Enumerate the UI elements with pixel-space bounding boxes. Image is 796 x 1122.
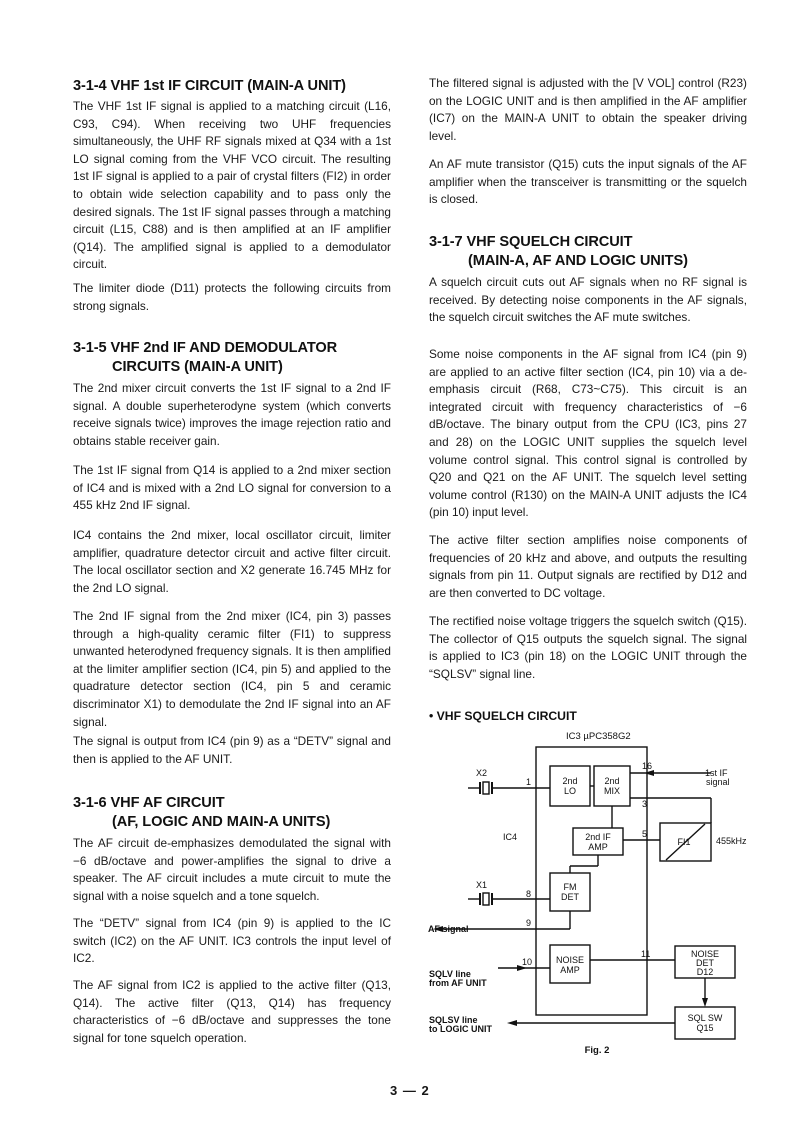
figure-caption: Fig. 2 (584, 1045, 610, 1056)
section-3-1-6-heading (73, 794, 330, 832)
second-if-amp-label-line-1: 2nd IF (585, 832, 611, 842)
section-3-1-5-heading (73, 339, 337, 377)
figure-heading: • VHF SQUELCH CIRCUIT (429, 709, 577, 723)
section-3-1-4-paragraph-1: The VHF 1st IF signal is applied to a matching circuit (L16, C93, C94). When receiving two UHF frequencies simultaneously, the UHF RF signals mixed at Q34 with a 1st LO signal coming from the VHF VCO circuit. The resulting 1st IF signal is applied to a pair of crystal filters (FI2) in order to obtain wide selection capability and to pass only the desired signals. The 1st IF signal passes through a matching circuit (L15, C88) and is then amplified at an IF amplifier (Q14). The amplified signal is applied to a demodulator circuit. (73, 99, 391, 272)
sql-sw-label-line-2: Q15 (696, 1023, 714, 1033)
sqlsv-line-label-line-2: to LOGIC UNIT (429, 1024, 492, 1034)
fm-det-label-line-2: DET (561, 892, 579, 902)
af-signal-label: AF signal (428, 924, 469, 934)
x2-label: X2 (476, 768, 488, 778)
chip-label: IC3 µPC358G2 (566, 731, 631, 742)
section-3-1-6-subtitle: (AF, LOGIC AND MAIN-A UNITS) (112, 814, 331, 830)
frequency-label: 455kHz (716, 836, 747, 846)
right-paragraph-filtered-signal: The filtered signal is adjusted with the [V VOL] control (R23) on the LOGIC UNIT and is then amplified in the AF amplifier (IC7) on the MAIN-A UNIT to obtain the speaker driving level. (429, 76, 747, 143)
sqlsv-line-label-line-1: SQLSV line (429, 1015, 478, 1025)
section-3-1-6-title: 3-1-6 VHF AF CIRCUIT (73, 795, 225, 811)
section-3-1-5-paragraph-5: The signal is output from IC4 (pin 9) as a “DETV” signal and then is applied to the AF UNIT. (73, 734, 391, 766)
pin-16-label: 16 (642, 761, 653, 771)
pin-10-label: 10 (522, 957, 533, 967)
section-3-1-7-paragraph-2: Some noise components in the AF signal from IC4 (pin 9) are applied to an active filter section (IC4, pin 10) via a de-emphasis circuit (R68, C73~C75). This circuit is an integrated circuit with frequency characteristics of −6 dB/octave. The binary output from the CPU (IC3, pins 27 and 28) on the LOGIC UNIT supplies the squelch level volume control signal. This control signal is controlled by Q20 and Q21 on the AF UNIT. The squelch level setting volume control (R130) on the MAIN-A UNIT adjusts the IC4 (pin 10) input level. (429, 347, 747, 520)
right-paragraph-af-mute: An AF mute transistor (Q15) cuts the input signals of the AF amplifier when the transceiver is transmitting or the squelch is closed. (429, 157, 747, 207)
page-number: 3 — 2 (390, 1083, 430, 1098)
second-mix-label-line-2: MIX (603, 786, 621, 796)
noise-det-label-line-1: NOISE (690, 949, 720, 959)
fi1-label: FI1 (677, 837, 691, 847)
section-3-1-5-subtitle: CIRCUITS (MAIN-A UNIT) (112, 359, 283, 375)
section-3-1-5-paragraph-3: IC4 contains the 2nd mixer, local oscillator circuit, limiter amplifier, quadrature detector circuit and active filter circuit. The local oscillator section and X2 generate 16.745 MHz for the 2nd LO signal. (73, 528, 391, 595)
second-if-amp-label-line-2: AMP (588, 842, 608, 852)
second-lo-label-line-1: 2nd (562, 776, 578, 786)
section-3-1-5-title: 3-1-5 VHF 2nd IF AND DEMODULATOR (73, 340, 338, 356)
x1-label: X1 (476, 880, 488, 890)
section-3-1-7-paragraph-4: The rectified noise voltage triggers the squelch switch (Q15). The collector of Q15 outputs the squelch signal. The signal is applied to IC3 (pin 18) on the LOGIC UNIT through the “SQLSV” signal line. (429, 614, 747, 681)
pin-1-label: 1 (526, 777, 532, 787)
section-3-1-7-title: 3-1-7 VHF SQUELCH CIRCUIT (429, 234, 633, 250)
noise-amp-label-line-1: NOISE (555, 955, 585, 965)
section-3-1-7-subtitle: (MAIN-A, AF AND LOGIC UNITS) (468, 253, 688, 269)
ic4-label: IC4 (503, 832, 518, 842)
section-3-1-6-paragraph-1: The AF circuit de-emphasizes demodulated the signal with −6 dB/octave and power-amplifies the signal to drive a speaker. The AF circuit includes a mute circuit to mute the signal with a noise squelch and a tone squelch. (73, 836, 391, 903)
section-3-1-7-paragraph-3: The active filter section amplifies noise components of frequencies of 20 kHz and above, and outputs the resulting signals from pin 11. Output signals are rectified by D12 and are then converted to DC voltage. (429, 533, 747, 600)
section-3-1-5-paragraph-1: The 2nd mixer circuit converts the 1st IF signal to a 2nd IF signal. A double superheterodyne system (which converts receive signals twice) improves the image rejection ratio and obtains stable receiver gain. (73, 381, 391, 448)
pin-5-label: 5 (642, 829, 648, 839)
section-3-1-7-heading (429, 233, 688, 271)
pin-11-label: 11 (641, 949, 651, 959)
noise-det-label-line-3: D12 (696, 967, 714, 977)
first-if-label-line-2: signal (706, 777, 730, 787)
sql-sw-label-line-1: SQL SW (687, 1013, 723, 1023)
noise-det-label-line-2: DET (696, 958, 714, 968)
pin-8-label: 8 (526, 889, 532, 899)
second-mix-label-line-1: 2nd (604, 776, 620, 786)
section-3-1-4-paragraph-2: The limiter diode (D11) protects the following circuits from strong signals. (73, 281, 391, 313)
sqlv-line-label-line-2: from AF UNIT (429, 978, 487, 988)
noise-amp-label-line-2: AMP (560, 965, 580, 975)
section-3-1-5-paragraph-4: The 2nd IF signal from the 2nd mixer (IC4, pin 3) passes through a high-quality ceramic filter (FI1) to suppress unwanted heterodyned frequency signals. It is then amplified at the limiter amplifier section (IC4, pin 5) and applied to the quadrature detector section (IC4, pin 5 and ceramic discriminator X1) to demodulate the 2nd IF signal into an AF signal. (73, 609, 391, 729)
section-3-1-7-paragraph-1: A squelch circuit cuts out AF signals when no RF signal is received. By detecting noise components in the AF signals, the squelch circuit switches the AF mute switches. (429, 275, 747, 325)
pin-9-label: 9 (526, 918, 532, 928)
fm-det-label-line-1: FM (563, 882, 577, 892)
second-lo-label-line-2: LO (563, 786, 577, 796)
section-3-1-6-paragraph-3: The AF signal from IC2 is applied to the active filter (Q13, Q14). The active filter (Q13, Q14) has frequency characteristics of −6 dB/octave and suppresses the tone signal for tone squelch operation. (73, 978, 391, 1045)
section-3-1-5-paragraph-2: The 1st IF signal from Q14 is applied to a 2nd mixer section of IC4 and is mixed with a 2nd LO signal for conversion to a 455 kHz 2nd IF signal. (73, 463, 391, 513)
sqlv-line-label-line-1: SQLV line (429, 969, 471, 979)
vhf-squelch-circuit-diagram (423, 727, 763, 1062)
pin-3-label: 3 (642, 799, 648, 809)
first-if-label-line-1: 1st IF (705, 768, 728, 778)
section-3-1-4-heading: 3-1-4 VHF 1st IF CIRCUIT (MAIN-A UNIT) (73, 78, 346, 94)
section-3-1-6-paragraph-2: The “DETV” signal from IC4 (pin 9) is applied to the IC switch (IC2) on the AF UNIT. IC3 controls the input level of IC2. (73, 916, 391, 966)
